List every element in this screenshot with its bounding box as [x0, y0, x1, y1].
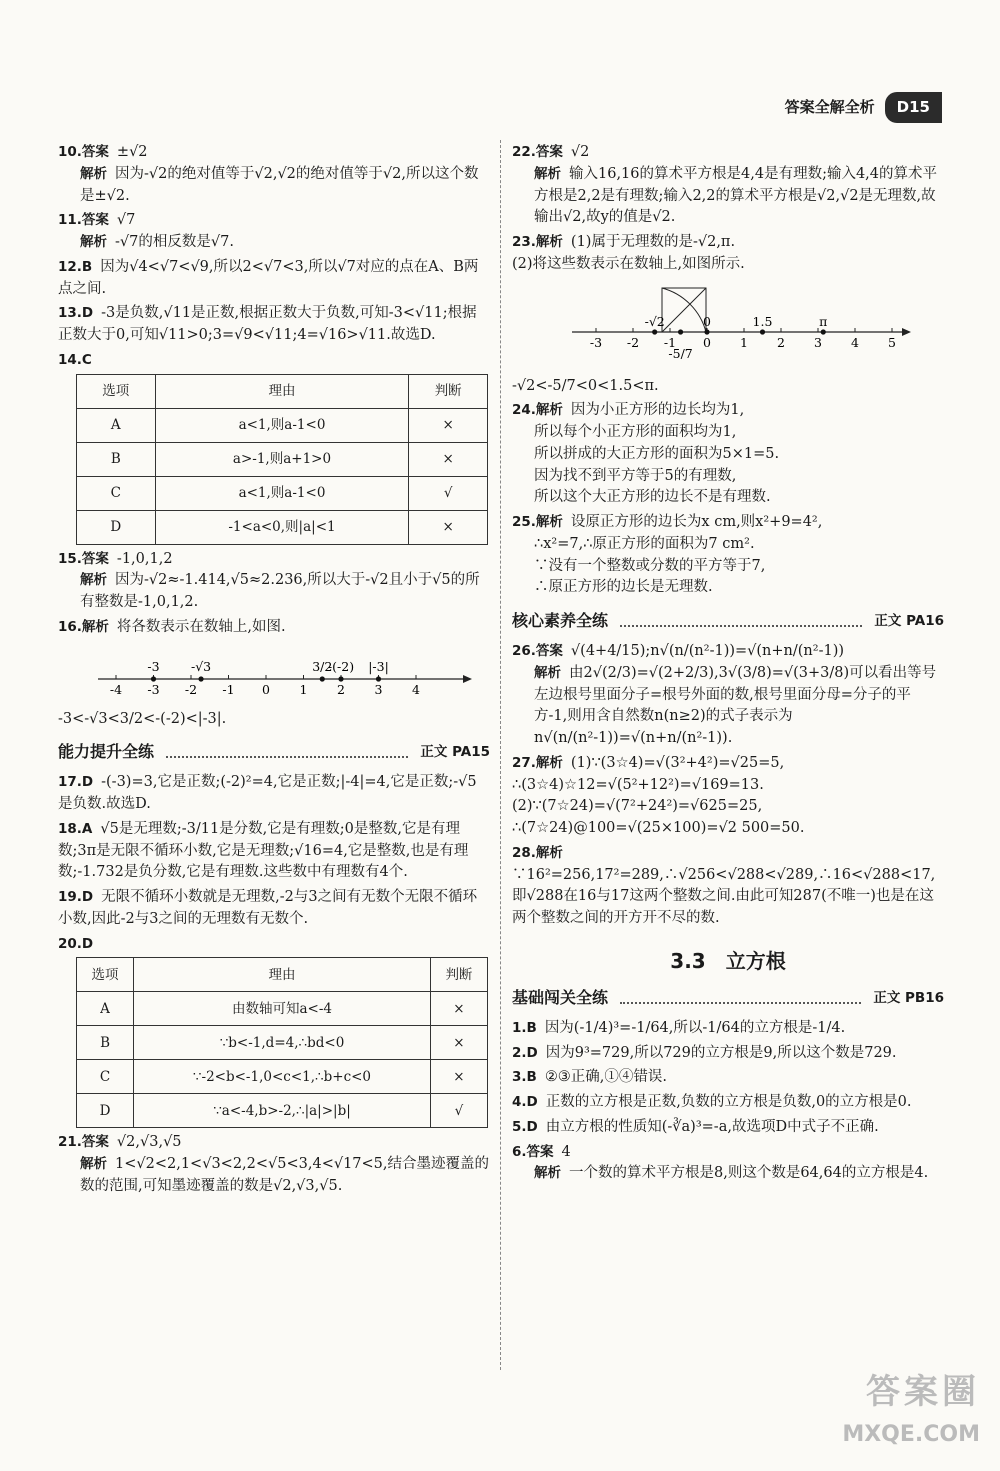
b2-text: 因为9³=729,所以729的立方根是9,所以这个数是729.	[545, 1044, 897, 1061]
q23-result: -√2<-5/7<0<1.5<π.	[512, 377, 659, 394]
b1-text: 因为(-1/4)³=-1/64,所以-1/64的立方根是-1/4.	[544, 1019, 846, 1036]
section-title: 基础闯关全练	[512, 987, 609, 1007]
tick-label: 3	[814, 334, 822, 350]
page-number-badge: D15	[885, 92, 942, 123]
section-title: 核心素养全练	[512, 611, 609, 630]
b2	[512, 1043, 944, 1065]
q19-label: 19.D	[58, 889, 94, 905]
q14	[58, 350, 490, 545]
tick-label: -2	[184, 681, 198, 697]
q26	[512, 641, 944, 750]
q10-answer: ±√2	[116, 144, 148, 160]
q24-line: 所以拼成的大正方形的面积为5×1=5.	[534, 445, 780, 462]
table-cell: B	[77, 1026, 134, 1060]
number-line-point	[338, 676, 343, 681]
q25-line: ∵没有一个整数或分数的平方等于7,	[534, 557, 766, 574]
point-label: |-3|	[368, 658, 389, 674]
q27-label: 27.解析	[512, 754, 563, 771]
tick-label: -3	[589, 334, 603, 350]
number-line-q16	[58, 643, 478, 705]
q19-text: 无限不循环小数就是无理数,-2与3之间有无数个无限不循环小数,因此-2与3之间的无理数有无数个.	[58, 889, 478, 927]
b6-label: 6.答案	[512, 1143, 554, 1160]
table-row	[77, 442, 488, 476]
table-cell: ×	[409, 510, 488, 544]
q18-label: 18.A	[58, 820, 93, 837]
number-line-point	[760, 329, 765, 334]
table-cell: √	[430, 1094, 487, 1128]
b6-answer: 4	[561, 1143, 571, 1160]
b2-label: 2.D	[512, 1044, 538, 1061]
q10-analysis-label: 解析	[80, 165, 107, 182]
section-header-basic	[512, 986, 944, 1010]
q10-label: 10.答案	[58, 144, 109, 160]
number-line-point	[320, 676, 325, 681]
q10-analysis: 因为-√2的绝对值等于√2,√2的绝对值等于√2,所以这个数是±√2.	[80, 165, 479, 204]
section-ref: 正文 PB16	[873, 989, 944, 1006]
q13-text: -3是负数,√11是正数,根据正数大于负数,可知-3<√11;根据正数大于0,可知√11>0;3=√9<√11;4=√16>√11.故选D.	[58, 305, 477, 343]
point-label: -5/7	[668, 345, 693, 361]
q21-label: 21.答案	[58, 1134, 109, 1151]
left-column	[58, 142, 490, 1201]
table-cell: √	[409, 476, 488, 510]
q24-line: 因为找不到平方等于5的有理数,	[534, 467, 737, 484]
q21-answer: √2,√3,√5	[116, 1134, 182, 1151]
q23-part2: (2)将这些数表示在数轴上,如图所示.	[512, 255, 745, 272]
point-label: -√2	[644, 313, 665, 329]
tick-label: 0	[703, 334, 711, 350]
section-ref: 正文 PA16	[874, 612, 944, 629]
q15-answer: -1,0,1,2	[116, 550, 173, 567]
q18	[58, 819, 490, 884]
column-divider	[500, 140, 501, 1370]
q17	[58, 772, 490, 816]
tick-label: -3	[147, 681, 160, 697]
tick-label: -1	[222, 681, 235, 697]
dotted-leader	[620, 992, 861, 1004]
q15	[58, 549, 490, 614]
q23-part1: (1)属于无理数的是-√2,π.	[570, 234, 736, 250]
header-title: 答案全解全析	[784, 98, 875, 116]
table-cell: ∵b<-1,d=4,∴bd<0	[134, 1026, 431, 1060]
q22-label: 22.答案	[512, 144, 563, 160]
q17-text: -(-3)=3,它是正数;(-2)²=4,它是正数;|-4|=4,它是正数;-√5是负数.故选D.	[58, 774, 477, 812]
table-cell: a<1,则a-1<0	[155, 408, 409, 442]
table-row	[77, 476, 488, 510]
q27-line: ∴(7☆24)@100=√(25×100)=√2 500=50.	[512, 820, 805, 836]
q11-analysis-label: 解析	[80, 234, 107, 250]
tick-label: 0	[262, 681, 270, 697]
tick-label: -4	[109, 681, 123, 697]
q28-text: ∵16²=256,17²=289,∴√256<√288<√289,∴16<√288<17,即√288在16与17这两个整数之间.由此可知287(不唯一)也是在这两个整数之间的开方开不尽的数.	[512, 866, 936, 926]
number-line-point	[821, 329, 826, 334]
q25-label: 25.解析	[512, 514, 563, 530]
section-ref: 正文 PA15	[420, 744, 490, 761]
tick-label: 1	[740, 334, 748, 350]
point-label: 1.5	[752, 313, 773, 329]
q22-analysis-label: 解析	[534, 165, 561, 182]
tick-label: 1	[299, 681, 308, 697]
table-row	[77, 1094, 488, 1128]
q14-label: 14.C	[58, 351, 92, 368]
number-line-point	[151, 676, 156, 681]
table-cell: a<1,则a-1<0	[155, 476, 409, 510]
b1	[512, 1018, 944, 1040]
watermark-logo	[842, 1367, 980, 1451]
b1-label: 1.B	[512, 1019, 537, 1036]
q19	[58, 887, 490, 931]
dotted-leader	[620, 615, 862, 627]
q23-label: 23.解析	[512, 234, 563, 250]
point-label: -√3	[190, 658, 212, 674]
q25-line: ∴原正方形的边长是无理数.	[534, 579, 713, 596]
q26-label: 26.答案	[512, 643, 563, 659]
table-cell: D	[77, 1094, 134, 1128]
point-label: -(-2)	[327, 658, 355, 674]
q15-analysis-label: 解析	[80, 572, 107, 589]
q20-header-cell: 判断	[430, 958, 487, 992]
q28-label: 28.解析	[512, 844, 563, 861]
b3-text: ②③正确,①④错误.	[544, 1069, 668, 1086]
q11-answer: √7	[116, 212, 136, 229]
q20	[58, 934, 490, 1129]
b3-label: 3.B	[512, 1069, 537, 1086]
q21-analysis: 1<√2<2,1<√3<2,2<√5<3,4<√17<5,结合墨迹覆盖的数的范围,可知墨迹覆盖的数是√2,√3,√5.	[80, 1156, 490, 1194]
q11	[58, 210, 490, 254]
q27-line: (2)∵(7☆24)=√(7²+24²)=√625=25,	[512, 798, 763, 815]
point-label: 0	[703, 313, 711, 329]
q13-label: 13.D	[58, 305, 94, 322]
table-row	[77, 1060, 488, 1094]
point-label: -3	[147, 658, 160, 674]
b6	[512, 1142, 944, 1186]
b4	[512, 1092, 944, 1114]
number-line-point	[652, 329, 657, 334]
section-title: 能力提升全练	[58, 742, 155, 762]
tick-label: 4	[851, 334, 859, 350]
table-cell: ×	[430, 1026, 487, 1060]
q16	[58, 617, 490, 731]
q24-label: 24.解析	[512, 402, 563, 419]
q21	[58, 1132, 490, 1197]
section-header-ability	[58, 740, 490, 764]
table-cell: D	[77, 510, 156, 544]
number-line-point	[376, 676, 381, 681]
b5-label: 5.D	[512, 1118, 538, 1135]
q12-text: 因为√4<√7<√9,所以2<√7<3,所以√7对应的点在A、B两点之间.	[58, 258, 479, 297]
q25-line: 设原正方形的边长为x cm,则x²+9=4²,	[570, 514, 823, 530]
q27-line: ∴(3☆4)☆12=√(5²+12²)=√169=13.	[512, 776, 764, 793]
q18-text: √5是无理数;-3/11是分数,它是有理数;0是整数,它是有理数;3π是无限不循环小数,它是无理数;√16=4,它是整数,也是有理数;-1.732是负分数,它是有理数.这些数中有理数有4个.	[58, 820, 469, 881]
q23	[512, 232, 944, 397]
table-cell: ×	[430, 992, 487, 1026]
b5-text: 由立方根的性质知(-∛a)³=-a,故选项D中式子不正确.	[545, 1118, 879, 1135]
q26-analysis: 由2√(2/3)=√(2+2/3),3√(3/8)=√(3+3/8)可以看出等号左边根号里面分子=根号外面的数,根号里面分母=分子的平方-1,则用含自然数n(n≥2)的式子表示为n√(n/(n²-1))=√(n+n/(n²-1)).	[534, 664, 937, 746]
q22-answer: √2	[570, 144, 590, 160]
q24-line: 因为小正方形的边长均为1,	[570, 402, 745, 419]
b6-analysis: 一个数的算术平方根是8,则这个数是64,64的立方根是4.	[569, 1165, 929, 1182]
q25	[512, 512, 944, 599]
tick-label: 2	[337, 681, 345, 697]
q14-header-cell: 判断	[409, 374, 488, 408]
q12-label: 12.B	[58, 258, 93, 275]
q27	[512, 753, 944, 840]
tick-label: 5	[888, 334, 896, 350]
table-cell: C	[77, 1060, 134, 1094]
tick-label: -2	[626, 334, 640, 350]
table-cell: ×	[409, 408, 488, 442]
table-cell: ∵-2<b<-1,0<c<1,∴b+c<0	[134, 1060, 431, 1094]
b6-analysis-label: 解析	[534, 1165, 561, 1182]
chapter-title: 立方根	[725, 948, 786, 973]
table-cell: C	[77, 476, 156, 510]
chapter-heading	[512, 946, 944, 976]
q27-line: (1)∵(3☆4)=√(3²+4²)=√25=5,	[570, 754, 785, 771]
table-cell: ×	[430, 1060, 487, 1094]
tick-label: 3	[374, 681, 383, 697]
b5	[512, 1117, 944, 1139]
table-cell: A	[77, 992, 134, 1026]
q16-result: -3<-√3<3/2<-(-2)<|-3|.	[58, 710, 227, 727]
q22	[512, 142, 944, 229]
dotted-leader	[166, 746, 408, 758]
page-header	[785, 92, 942, 123]
table-cell: -1<a<0,则|a|<1	[155, 510, 409, 544]
number-line-point	[198, 676, 203, 681]
q13	[58, 303, 490, 347]
q24-line: 所以这个大正方形的边长不是有理数.	[534, 489, 771, 506]
q24	[512, 400, 944, 509]
number-line-q23	[512, 280, 932, 372]
b3	[512, 1067, 944, 1089]
q12	[58, 257, 490, 301]
table-cell: 由数轴可知a<-4	[134, 992, 431, 1026]
q24-line: 所以每个小正方形的面积均为1,	[534, 424, 737, 440]
q26-answer: √(4+4/15);n√(n/(n²-1))=√(n+n/(n²-1))	[570, 643, 845, 659]
q20-table	[76, 957, 488, 1128]
b4-label: 4.D	[512, 1094, 538, 1110]
q16-label: 16.解析	[58, 618, 109, 635]
table-cell: a>-1,则a+1>0	[155, 442, 409, 476]
q28	[512, 843, 944, 930]
table-cell: ∵a<-4,b>-2,∴|a|>|b|	[134, 1094, 431, 1128]
table-cell: B	[77, 442, 156, 476]
q17-label: 17.D	[58, 774, 94, 791]
tick-label: 4	[412, 681, 420, 697]
section-header-core	[512, 609, 944, 633]
q25-line: ∴x²=7,∴原正方形的面积为7 cm².	[534, 535, 755, 552]
table-row	[77, 510, 488, 544]
tick-label: 2	[777, 334, 785, 350]
q10	[58, 142, 490, 207]
q20-header-cell: 理由	[134, 958, 431, 992]
table-cell: ×	[409, 442, 488, 476]
chapter-number: 3.3	[670, 948, 706, 973]
q20-label: 20.D	[58, 935, 94, 952]
q14-header-cell: 理由	[155, 374, 409, 408]
q22-analysis: 输入16,16的算术平方根是4,4是有理数;输入4,4的算术平方根是2,2是有理数;输入2,2的算术平方根是√2,√2是无理数,故输出√2,故y的值是√2.	[534, 165, 938, 226]
q21-analysis-label: 解析	[80, 1156, 107, 1172]
table-cell: A	[77, 408, 156, 442]
q20-header-cell: 选项	[77, 958, 134, 992]
b4-text: 正数的立方根是正数,负数的立方根是负数,0的立方根是0.	[545, 1094, 912, 1110]
table-row	[77, 408, 488, 442]
watermark-url: MXQE.COM	[842, 1422, 980, 1447]
q14-table	[76, 374, 488, 545]
table-row	[77, 1026, 488, 1060]
q16-text: 将各数表示在数轴上,如图.	[116, 618, 286, 635]
right-column	[512, 142, 944, 1188]
point-label: 3/2	[312, 658, 333, 674]
q14-header-cell: 选项	[77, 374, 156, 408]
q15-analysis: 因为-√2≈-1.414,√5≈2.236,所以大于-√2且小于√5的所有整数是-1,0,1,2.	[80, 572, 480, 610]
point-label: π	[819, 313, 828, 329]
q15-label: 15.答案	[58, 550, 109, 567]
tick-label: -1	[663, 334, 677, 350]
q11-label: 11.答案	[58, 212, 109, 229]
q26-analysis-label: 解析	[534, 664, 561, 681]
watermark-text: 答案圈	[866, 1372, 980, 1412]
q11-analysis: -√7的相反数是√7.	[115, 234, 234, 250]
number-line-point	[678, 329, 683, 334]
table-row	[77, 992, 488, 1026]
number-line-point	[704, 329, 709, 334]
